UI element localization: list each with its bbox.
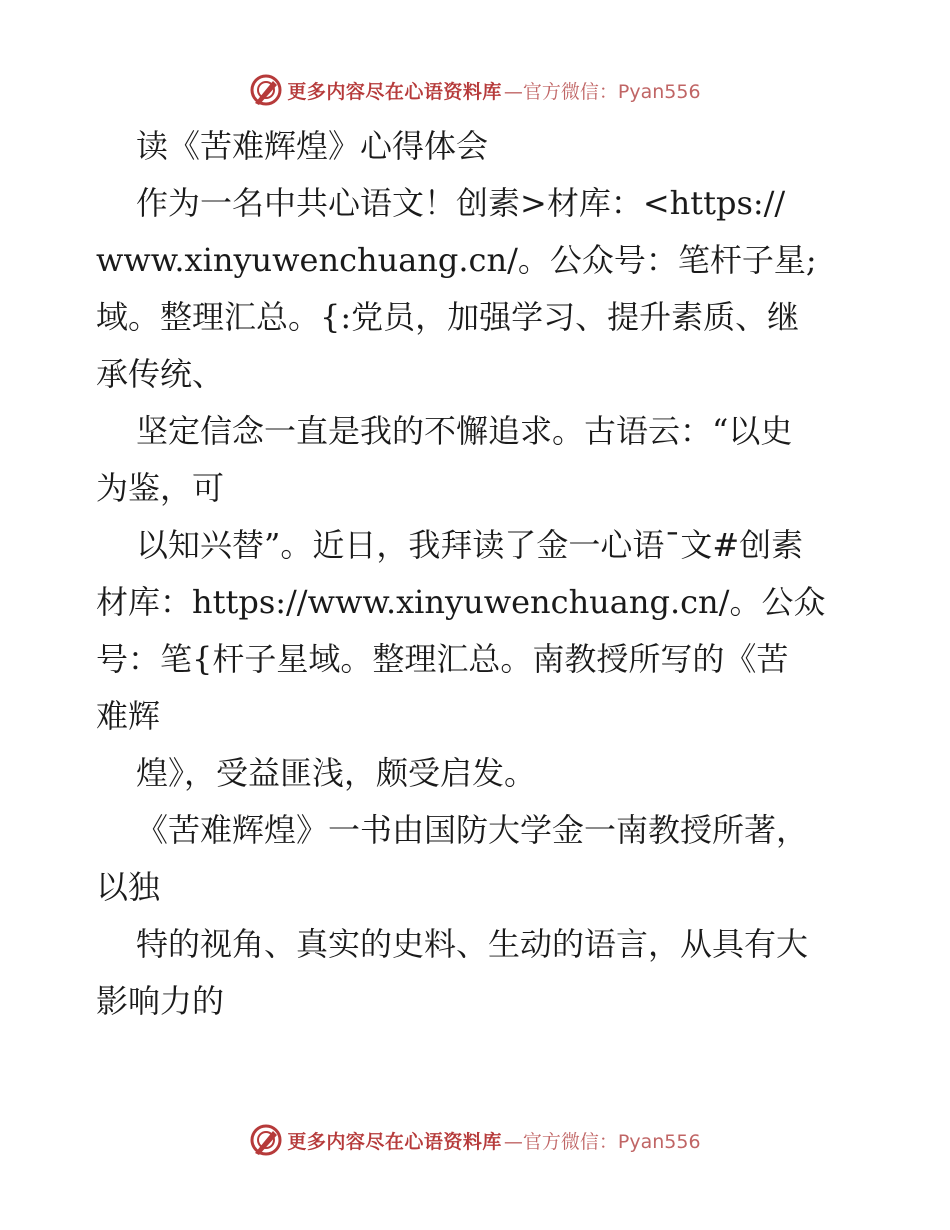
- paragraph-line: 特的视角、真实的史料、生动的语言，从具有大: [136, 925, 809, 963]
- footer-banner-main-text: 更多内容尽在心语资料库: [287, 1130, 502, 1153]
- pen-circle-logo-icon: [249, 1123, 283, 1157]
- paragraph-line: 作为一名中共心语文！创素>材库：<https://: [136, 184, 786, 222]
- footer-banner-sub-text: —官方微信：Pyan556: [503, 1130, 701, 1153]
- header-banner-sub-text: —官方微信：Pyan556: [503, 80, 701, 103]
- paragraph-line: 材库：https://www.xinyuwenchuang.cn/。公众: [96, 583, 826, 621]
- document-body: [96, 118, 856, 1030]
- paragraph-line: 以知兴替”。近日，我拜读了金一心语¯文#创素: [136, 526, 804, 564]
- doc-title: 读《苦难辉煌》心得体会: [136, 127, 489, 165]
- paragraph-line: 域。整理汇总。{:党员，加强学习、提升素质、继: [96, 298, 800, 336]
- paragraph-line: 难辉: [96, 697, 161, 735]
- paragraph-line: 煌》，受益匪浅，颇受启发。: [136, 754, 537, 792]
- pen-circle-logo-icon: [249, 73, 283, 107]
- header-banner-main-text: 更多内容尽在心语资料库: [287, 80, 502, 103]
- paragraph-line: 为鉴，可: [96, 469, 225, 507]
- paragraph-line: www.xinyuwenchuang.cn/。公众号：笔杆子星;: [96, 241, 817, 279]
- paragraph-line: 以独: [96, 868, 161, 906]
- paragraph-line: 号：笔{杆子星域。整理汇总。南教授所写的《苦: [96, 640, 789, 678]
- paragraph-line: 影响力的: [96, 982, 225, 1020]
- paragraph-line: 坚定信念一直是我的不懈追求。古语云：“以史: [136, 412, 793, 450]
- paragraph-line: 《苦难辉煌》一书由国防大学金一南教授所著，: [136, 811, 809, 849]
- footer-banner: [0, 1120, 950, 1160]
- paragraph-line: 承传统、: [96, 355, 225, 393]
- header-banner: [0, 70, 950, 110]
